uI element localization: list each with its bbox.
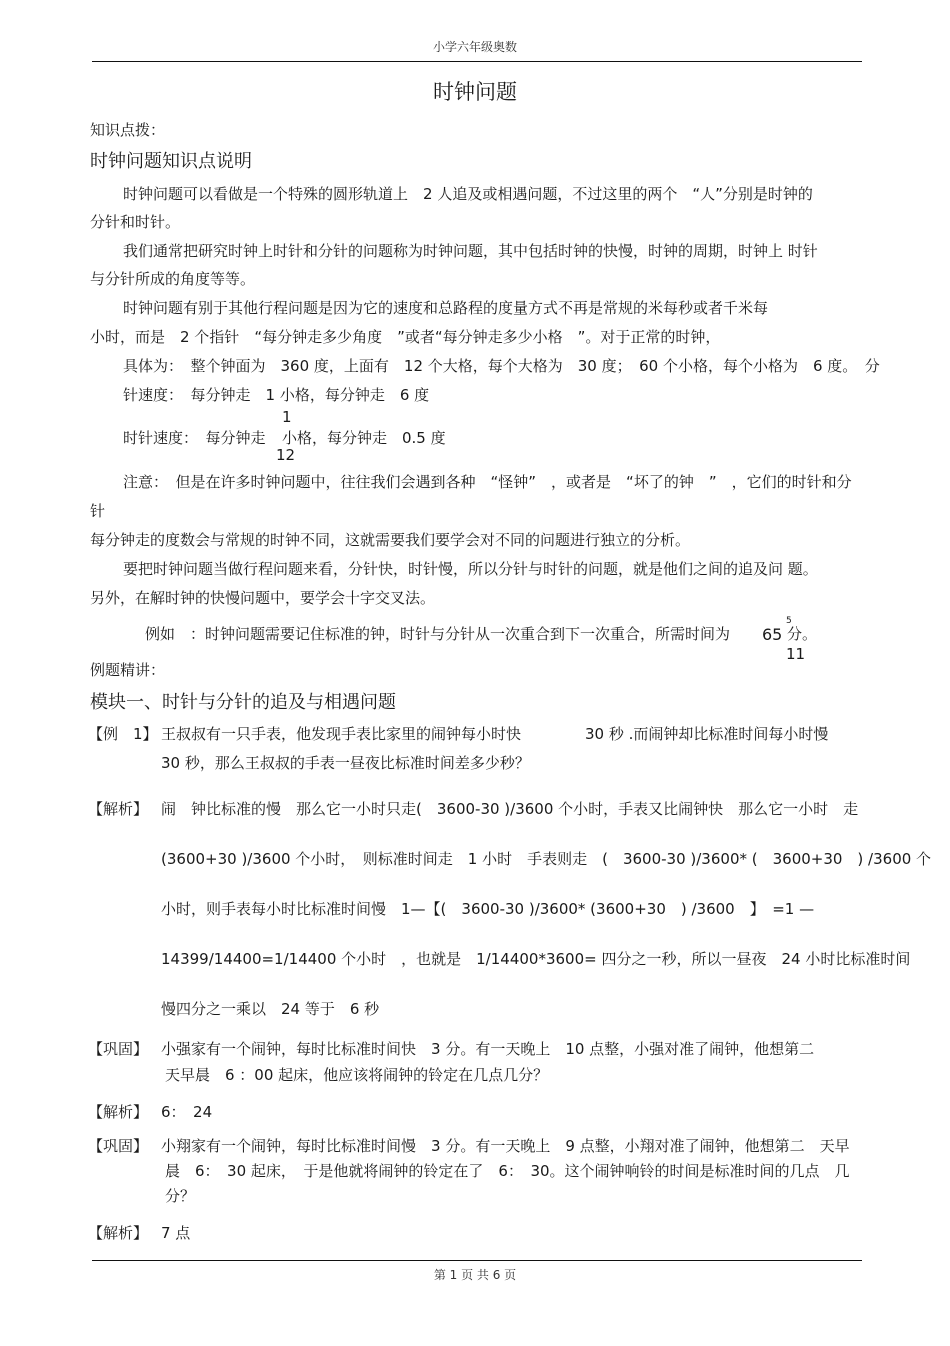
note-line: 针	[90, 502, 106, 520]
example-whole-number: 65	[762, 625, 783, 644]
solution-line: 慢四分之一乘以 24 等于 6 秒	[161, 1000, 380, 1018]
example-line: 30 秒 .而闹钟却比标准时间每小时慢	[585, 725, 829, 743]
solution-tag: 【解析】	[88, 1103, 149, 1121]
paragraph-line: 分针和时针。	[90, 213, 181, 231]
solution-answer: 6： 24	[161, 1103, 213, 1121]
fraction-denominator: 12	[276, 446, 296, 464]
review-line: 晨 6： 30 起床， 于是他就将闹钟的铃定在了 6： 30。这个闹钟响铃的时间是标准时间的几点 几	[165, 1162, 850, 1180]
paragraph-line: 另外，在解时钟的快慢问题中，要学会十字交叉法。	[90, 589, 436, 607]
solution-tag: 【解析】	[88, 1224, 149, 1242]
example-unit: 分。	[787, 625, 818, 643]
hour-hand-speed-prefix: 时针速度： 每分钟走	[123, 429, 266, 447]
paragraph-line: 我们通常把研究时钟上时针和分针的问题称为时钟问题，其中包括时钟的快慢，时钟的周期，时钟上 时针	[123, 242, 818, 260]
paragraph-line: 与分针所成的角度等等。	[90, 270, 256, 288]
review-tag: 【巩固】	[88, 1040, 149, 1058]
note-line: 注意： 但是在许多时钟问题中，往往我们会遇到各种 “怪钟” ，或者是 “坏了的钟 ” ，它们的时针和分	[123, 473, 852, 491]
review-line: 天早晨 6 ：00 起床，他应该将闹钟的铃定在几点几分？	[165, 1066, 549, 1084]
fraction-numerator: 1	[282, 408, 292, 426]
review-tag: 【巩固】	[88, 1137, 149, 1155]
paragraph-line: 具体为： 整个钟面为 360 度，上面有 12 个大格，每个大格为 30 度； 60 个小格，每个小格为 6 度。 分	[123, 357, 880, 375]
review-line: 小强家有一个闹钟，每时比标准时间快 3 分。有一天晚上 10 点整，小强对准了闹钟，他想第二	[161, 1040, 815, 1058]
solution-line: 14399/14400=1/14400 个小时 ，也就是 1/14400*3600= 四分之一秒，所以一昼夜 24 小时比标准时间	[161, 950, 911, 968]
example-fraction-denominator: 11	[786, 645, 806, 663]
page-header: 小学六年级奥数	[432, 40, 517, 54]
paragraph-line: 要把时钟问题当做行程问题来看，分针快，时针慢，所以分针与时针的问题，就是他们之间的追及问 题。	[123, 560, 818, 578]
paragraph-line: 时钟问题可以看做是一个特殊的圆形轨道上 2 人追及或相遇问题，不过这里的两个 “人”分别是时钟的	[123, 185, 813, 203]
paragraph-line: 时钟问题有别于其他行程问题是因为它的速度和总路程的度量方式不再是常规的米每秒或者千米每	[123, 299, 769, 317]
example-text: 例如 ：时钟问题需要记住标准的钟，时针与分针从一次重合到下一次重合，所需时间为	[145, 625, 731, 643]
hour-hand-speed-suffix: 小格，每分钟走 0.5 度	[282, 429, 446, 447]
solution-line: (3600+30 )/3600 个小时， 则标准时间走 1 小时 手表则走 ( 3600-30 )/3600* ( 3600+30 ) /3600 个	[161, 850, 932, 868]
solution-line: 小时，则手表每小时比标准时间慢 1—【( 3600-30 )/3600* (3600+30 ) /3600 】 =1 —	[161, 900, 815, 918]
solution-tag: 【解析】	[88, 800, 149, 818]
examples-label: 例题精讲：	[90, 661, 166, 679]
review-line: 小翔家有一个闹钟，每时比标准时间慢 3 分。有一天晚上 9 点整，小翔对准了闹钟，他想第二 天早	[161, 1137, 850, 1155]
solution-line: 闹 钟比标准的慢 那么它一小时只走( 3600-30 )/3600 个小时，手表又比闹钟快 那么它一小时 走	[161, 800, 859, 818]
page-footer: 第 1 页 共 6 页	[433, 1268, 517, 1282]
knowledge-heading: 时钟问题知识点说明	[90, 151, 252, 172]
paragraph-line: 小时，而是 2 个指针 “每分钟走多少角度 ”或者“每分钟走多少小格 ”。对于正常的时钟，	[90, 328, 721, 346]
review-line: 分？	[165, 1187, 196, 1205]
example-line: 王叔叔有一只手表，他发现手表比家里的闹钟每小时快	[161, 725, 522, 743]
example-line: 30 秒，那么王叔叔的手表一昼夜比标准时间差多少秒？	[161, 754, 530, 772]
module-heading: 模块一、时针与分针的追及与相遇问题	[90, 692, 396, 713]
example-tag: 【例 1】	[88, 725, 158, 743]
knowledge-label: 知识点拨：	[90, 121, 166, 139]
note-line: 每分钟走的度数会与常规的时钟不同，这就需要我们要学会对不同的问题进行独立的分析。	[90, 531, 691, 549]
footer-rule	[92, 1260, 862, 1261]
example-fraction-numerator: 5	[786, 616, 792, 626]
paragraph-line: 针速度： 每分钟走 1 小格，每分钟走 6 度	[123, 386, 430, 404]
document-title: 时钟问题	[433, 80, 517, 104]
header-rule	[92, 61, 862, 62]
solution-answer: 7 点	[161, 1224, 191, 1242]
